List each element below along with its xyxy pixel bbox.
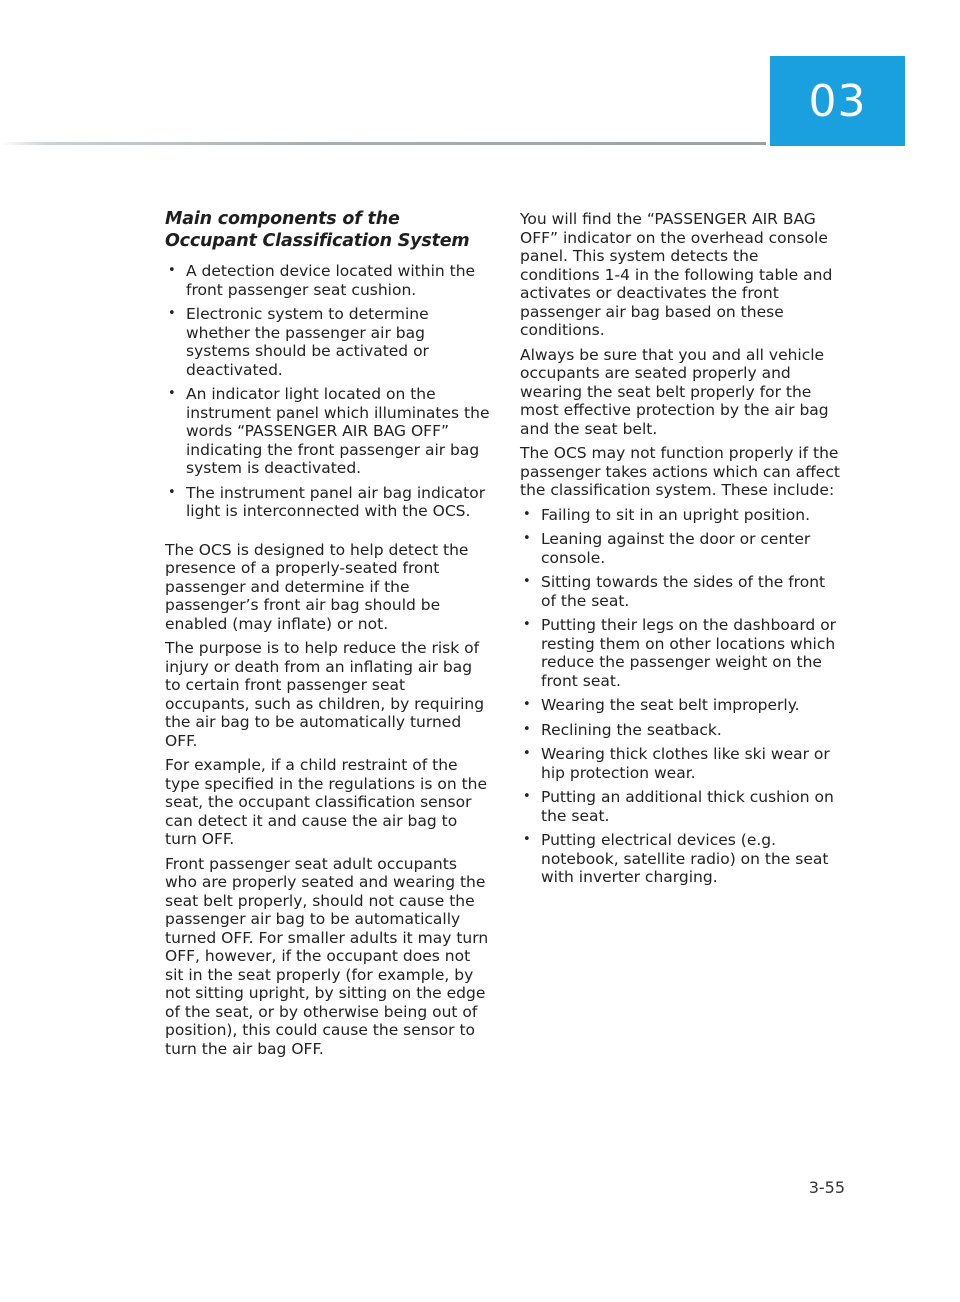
- right-column: [520, 210, 842, 893]
- list-item: • An indicator light located on the instrument panel which illuminates the words “PASSENGER AIR BAG OFF” indicating the front passenger air bag system is deactivated.: [165, 385, 490, 478]
- list-item: • Putting an additional thick cushion on the seat.: [520, 788, 842, 825]
- list-item: • Failing to sit in an upright position.: [520, 506, 842, 525]
- page-number: 3-55: [808, 1178, 845, 1197]
- chapter-number: 03: [808, 75, 867, 127]
- affecting-actions-list: [520, 506, 842, 887]
- header-rule: [0, 142, 766, 145]
- section-heading: Main components of the Occupant Classification System: [165, 209, 470, 251]
- paragraph: The purpose is to help reduce the risk of injury or death from an inflating air bag to certain front passenger seat occupants, such as children, by requiring the air bag to be automatically turned OFF.: [165, 639, 485, 750]
- list-item: • Wearing thick clothes like ski wear or hip protection wear.: [520, 745, 842, 782]
- paragraph: For example, if a child restraint of the type specified in the regulations is on the seat, the occupant classification sensor can detect it and cause the air bag to turn OFF.: [165, 756, 488, 848]
- list-item: • Wearing the seat belt improperly.: [520, 696, 842, 715]
- paragraph: Always be sure that you and all vehicle occupants are seated properly and wearing the seat belt properly for the most effective protection by the air bag and the seat belt.: [520, 345, 829, 438]
- list-item: • A detection device located within the front passenger seat cushion.: [165, 262, 490, 299]
- paragraph: The OCS may not function properly if the passenger takes actions which can affect the classification system. These include:: [520, 444, 840, 499]
- left-column: [165, 208, 490, 1064]
- paragraph: The OCS is designed to help detect the presence of a properly-seated front passenger and determine if the passenger’s front air bag should be enabled (may inflate) or not.: [165, 540, 469, 633]
- list-item: • Sitting towards the sides of the front of the seat.: [520, 573, 842, 610]
- paragraph: You will find the “PASSENGER AIR BAG OFF” indicator on the overhead console panel. This system detects the conditions 1-4 in the following table and activates or deactivates the front passenger air bag based on these conditions.: [520, 210, 833, 339]
- list-item: • The instrument panel air bag indicator light is interconnected with the OCS.: [165, 484, 490, 521]
- list-item: • Putting electrical devices (e.g. notebook, satellite radio) on the seat with inverter charging.: [520, 831, 842, 887]
- components-list: [165, 262, 490, 521]
- list-item: • Putting their legs on the dashboard or resting them on other locations which reduce the passenger weight on the front seat.: [520, 616, 842, 690]
- paragraph: Front passenger seat adult occupants who are properly seated and wearing the seat belt properly, should not cause the passenger air bag to be automatically turned OFF. For smaller adults it may turn OFF, however, if the occupant does not sit in the seat properly (for example, by not sitting upright, by sitting on the edge of the seat, or by otherwise being out of position), this could cause the sensor to turn the air bag OFF.: [165, 854, 489, 1058]
- list-item: • Leaning against the door or center console.: [520, 530, 842, 567]
- list-item: • Electronic system to determine whether the passenger air bag systems should be activated or deactivated.: [165, 305, 490, 379]
- chapter-tab: [770, 56, 905, 146]
- list-item: • Reclining the seatback.: [520, 721, 842, 740]
